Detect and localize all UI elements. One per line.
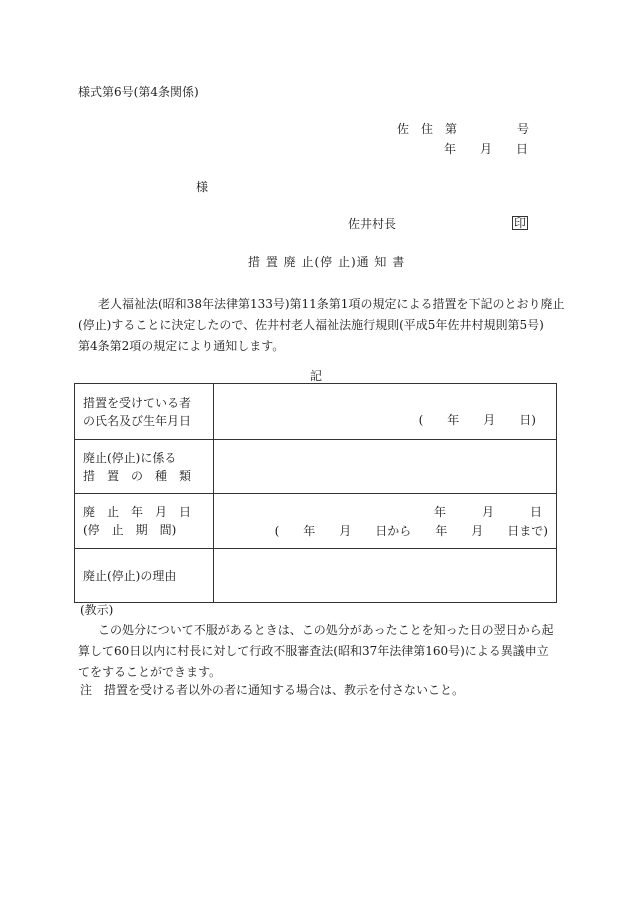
label-line: 廃止(停止)に係る — [83, 450, 177, 465]
measure-type-label — [75, 440, 214, 494]
table-row — [75, 384, 557, 440]
instruction-line: てをすることができます。 — [78, 665, 222, 679]
table-row — [75, 440, 557, 494]
sender-name: 佐井村長 — [348, 217, 397, 231]
note-line: 注 措置を受ける者以外の者に通知する場合は、教示を付さないこと。 — [80, 683, 465, 697]
abolition-date-value-cell — [214, 494, 557, 549]
label-line: 措置を受けている者 — [83, 395, 192, 410]
instruction-line: この処分について不服があるときは、この処分があったことを知った日の翌日から起 — [98, 623, 554, 637]
suspension-period-placeholder: ( 年 月 日から 年 月 日まで) — [274, 524, 548, 538]
seal-stamp: 印 — [514, 216, 527, 230]
instruction-paragraph — [78, 620, 556, 683]
label-line: の氏名及び生年月日 — [83, 413, 192, 428]
body-line: 第4条第2項の規定により通知します。 — [78, 339, 285, 353]
table-row — [75, 549, 557, 603]
document-number: 佐 住 第 号 — [397, 122, 530, 136]
label-line: 廃止(停止)の理由 — [83, 568, 177, 583]
addressee-honorific: 様 — [196, 180, 209, 194]
ki-marker: 記 — [310, 369, 323, 383]
instruction-line: 算して60日以内に村長に対して行政不服審査法(昭和37年法律第160号)による異議申立 — [78, 644, 549, 658]
body-paragraph — [78, 294, 565, 357]
label-line: 措 置 の 種 類 — [83, 468, 192, 483]
reason-value-cell — [214, 549, 557, 603]
abolition-date-label — [75, 494, 214, 549]
recipient-label — [75, 384, 214, 440]
details-table — [74, 383, 557, 603]
document-title: 措 置 廃 止(停 止)通 知 書 — [248, 255, 406, 269]
birth-date-placeholder: ( 年 月 日) — [418, 413, 536, 427]
abolition-date-placeholder: 年 月 日 — [433, 505, 542, 519]
issue-date: 年 月 日 — [444, 142, 529, 156]
body-line: (停止)することに決定したので、佐井村老人福祉法施行規則(平成5年佐井村規則第5号) — [78, 318, 544, 332]
reason-label — [75, 549, 214, 603]
form-number: 様式第6号(第4条関係) — [78, 85, 199, 99]
instruction-heading: (教示) — [80, 603, 114, 617]
measure-type-value-cell — [214, 440, 557, 494]
body-line: 老人福祉法(昭和38年法律第133号)第11条第1項の規定による措置を下記のとおり廃止 — [98, 297, 565, 311]
table-row — [75, 494, 557, 549]
label-line: (停 止 期 間) — [83, 523, 177, 537]
recipient-value-cell — [214, 384, 557, 440]
label-line: 廃 止 年 月 日 — [83, 505, 192, 519]
